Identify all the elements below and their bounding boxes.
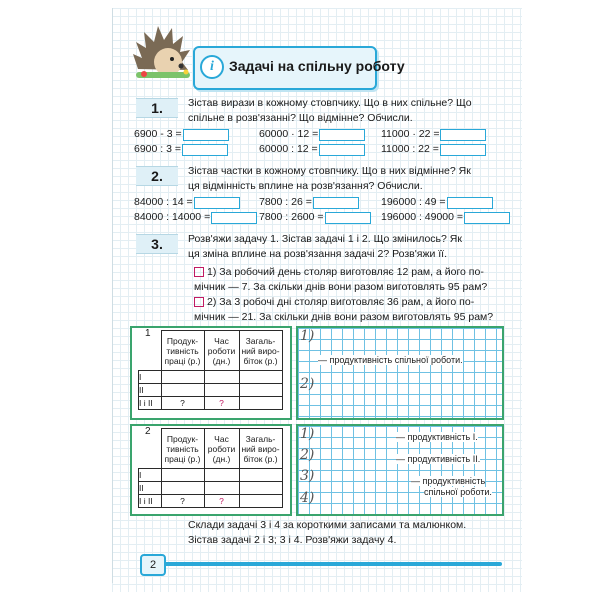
header-time: Час роботи (дн.)	[204, 429, 239, 469]
task-3-text: Розв'яжи задачу 1. Зістав задачі 1 і 2. Що змінилось? Як ця зміна вплине на розв'язання задачі 2? Розв'яжи її.	[188, 233, 462, 260]
grid-2-mark-1: 1)	[300, 426, 315, 442]
row-label: І і ІІ	[139, 495, 162, 508]
grid-2-label-4: спільної роботи.	[424, 487, 492, 497]
grid-1-mark-2: 2)	[300, 376, 315, 392]
page-edge	[112, 8, 113, 583]
row-label: ІІ	[139, 482, 162, 495]
answer-box[interactable]	[182, 144, 228, 156]
summary-table-1	[138, 330, 283, 410]
unknown-mark: ?	[161, 495, 204, 508]
answer-box[interactable]	[464, 212, 510, 224]
row-label: ІІ	[139, 384, 162, 397]
grid-2-mark-2: 2)	[300, 447, 315, 463]
task-2-text: Зістав частки в кожному стовпчику. Що в них відмінне? Як ця відмінність вплине на розв'язання? Обчисли.	[188, 165, 471, 192]
grid-2-label-1: — продуктивність І.	[396, 432, 478, 442]
expr-2-6: 196000 : 49000 =	[381, 211, 510, 224]
unknown-mark: ?	[161, 397, 204, 410]
page-title: Задачі на спільну роботу	[229, 58, 405, 74]
header-productivity: Продук-тивність праці (р.)	[161, 429, 204, 469]
task-1-text: Зістав вирази в кожному стовпчику. Що в них спільне? Що спільне в розв'язанні? Що відмінне? Обчисли.	[188, 97, 472, 124]
header-productivity: Продук-тивність праці (р.)	[161, 331, 204, 371]
expr-2-2: 7800 : 26 =	[259, 196, 359, 209]
table-1-number: 1	[145, 328, 151, 339]
header-total: Загаль-ний виро-біток (р.)	[239, 331, 282, 371]
footer-bar	[160, 562, 502, 566]
expr-1-6: 11000 : 22 =	[381, 143, 486, 156]
checkbox-icon	[194, 267, 204, 277]
task-number-2: 2.	[136, 166, 178, 186]
hedgehog-illustration	[128, 14, 198, 84]
grid-1-label: — продуктивність спільної роботи.	[318, 355, 463, 365]
expr-2-1: 84000 : 14 =	[134, 196, 240, 209]
task-number-1: 1.	[136, 98, 178, 118]
answer-box[interactable]	[194, 197, 240, 209]
page-number: 2	[140, 554, 166, 576]
grid-2-label-2: — продуктивність ІІ.	[396, 454, 481, 464]
answer-box[interactable]	[211, 212, 257, 224]
unknown-mark: ?	[204, 495, 239, 508]
checkbox-icon	[194, 297, 204, 307]
expr-1-3: 11000 · 22 =	[381, 128, 486, 141]
answer-box[interactable]	[313, 197, 359, 209]
info-icon: i	[200, 55, 224, 79]
answer-box[interactable]	[440, 129, 486, 141]
grid-2-label-3: — продуктивність	[411, 476, 486, 486]
problem-2: 2) За 3 робочі дні столяр виготовляє 36 рам, а його по- мічник — 21. За скільки днів вони разом виготовлять 95 рам?	[194, 296, 494, 323]
answer-box[interactable]	[440, 144, 486, 156]
unknown-mark: ?	[204, 397, 239, 410]
row-label: І і ІІ	[139, 397, 162, 410]
summary-table-2	[138, 428, 283, 508]
answer-box[interactable]	[183, 129, 229, 141]
header-total: Загаль-ний виро-біток (р.)	[239, 429, 282, 469]
header-time: Час роботи (дн.)	[204, 331, 239, 371]
closing-text: Склади задачі 3 і 4 за короткими записами та малюнком. Зістав задачі 2 і 3; 3 і 4. Розв'яжи задачу 4.	[188, 519, 467, 546]
grid-1-mark-1: 1)	[300, 328, 315, 344]
task-number-3: 3.	[136, 234, 178, 254]
grid-2-mark-3: 3)	[300, 468, 315, 484]
grid-2-mark-4: 4)	[300, 490, 315, 506]
expr-1-4: 6900 : 3 =	[134, 143, 228, 156]
expr-1-2: 60000 · 12 =	[259, 128, 365, 141]
row-label: І	[139, 371, 162, 384]
row-label: І	[139, 469, 162, 482]
table-2-number: 2	[145, 426, 151, 437]
answer-box[interactable]	[325, 212, 371, 224]
expr-1-5: 60000 : 12 =	[259, 143, 365, 156]
expr-2-3: 196000 : 49 =	[381, 196, 493, 209]
problem-1: 1) За робочий день столяр виготовляє 12 рам, а його по- мічник — 7. За скільки днів вони разом виготовлять 95 рам?	[194, 266, 488, 293]
expr-1-1: 6900 - 3 =	[134, 128, 229, 141]
answer-box[interactable]	[319, 129, 365, 141]
drawing-grid-1	[296, 326, 504, 420]
answer-box[interactable]	[319, 144, 365, 156]
answer-box[interactable]	[447, 197, 493, 209]
expr-2-4: 84000 : 14000 =	[134, 211, 257, 224]
expr-2-5: 7800 : 2600 =	[259, 211, 371, 224]
